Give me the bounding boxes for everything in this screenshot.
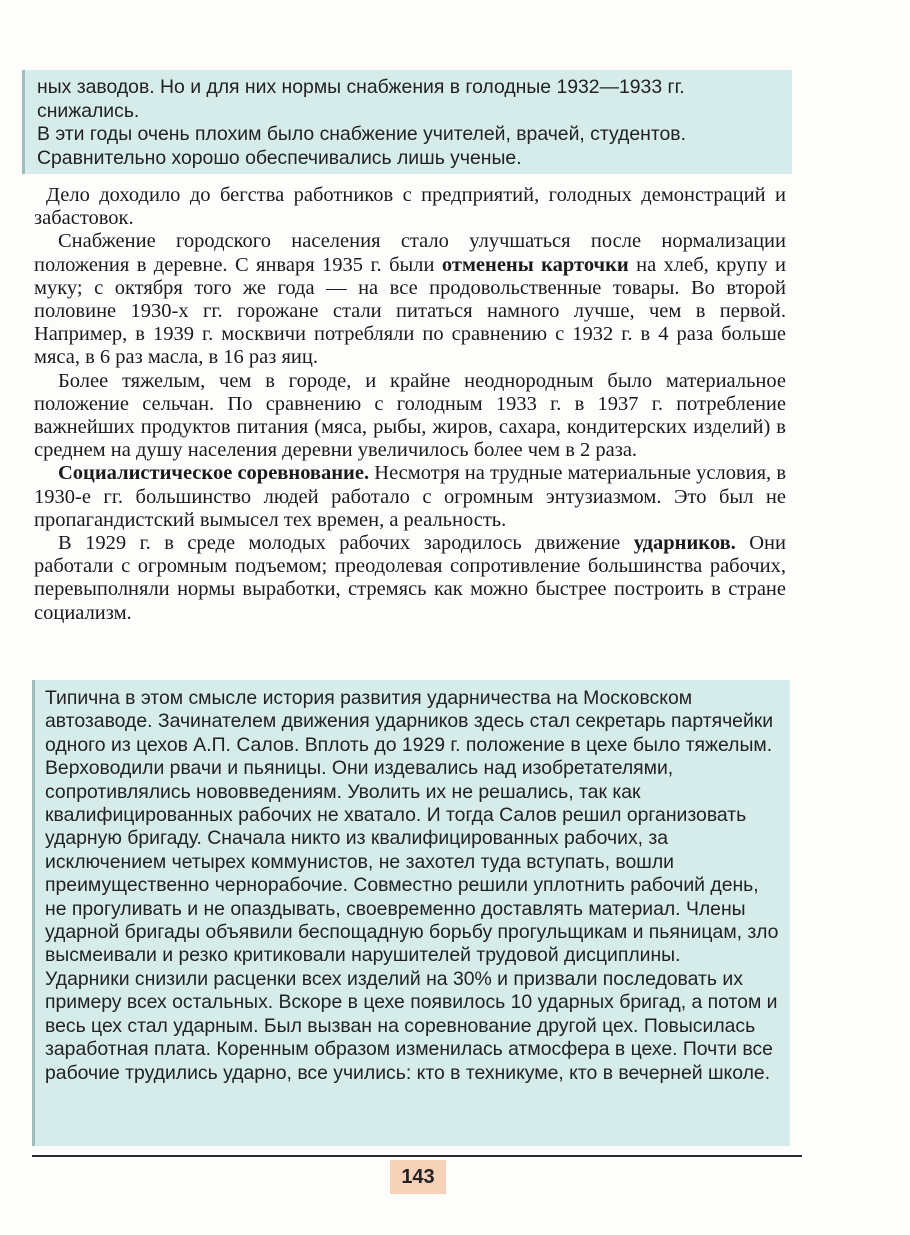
paragraph: [34, 532, 786, 625]
paragraph-text: Они работали с огромным подъемом; преодолевая сопротивление большинства рабочих, перевыполняли нормы выработки, стремясь как можно быстрее построить в стране социализм.: [34, 532, 786, 624]
main-text: [34, 184, 786, 625]
page-number: 143: [390, 1160, 446, 1194]
top-box-paragraph: ных заводов. Но и для них нормы снабжения в голодные 1932—1933 гг. снижались.: [37, 76, 685, 122]
bottom-highlight-box: [32, 680, 790, 1146]
top-highlight-box: [22, 70, 792, 174]
bottom-box-paragraph: Типична в этом смысле история развития ударничества на Московском автозаводе. Зачинателем движения ударников здесь стал секретарь партячейки одного из цехов А.П. Салов. Вплоть до 1929 г. положение в цехе было тяжелым. Верховодили рвачи и пьяницы. Они издевались над изобретателями, сопротивлялись нововведениям. Уволить их не решались, так как квалифицированных рабочих не хватало. И тогда Салов решил организовать ударную бригаду. Сначала никто из квалифицированных рабочих, за исключением четырех коммунистов, не захотел туда вступать, вошли преимущественно чернорабочие. Совместно решили уплотнить рабочий день, не прогуливать и не опаздывать, своевременно доставлять материал. Члены ударной бригады объявили беспощадную борьбу прогульщикам и пьяницам, зло высмеивали и резко критиковали нарушителей трудовой дисциплины.: [45, 687, 779, 967]
paragraph-text: на хлеб, крупу и муку; с октября того же года — на все продовольственные товары. Во второй половине 1930-х гг. горожане стали питаться намного лучше, чем в первой. Например, в 1939 г. москвичи потребляли по сравнению с 1932 г. в 4 раза больше мяса, в 6 раз масла, в 16 раз яиц.: [34, 253, 786, 369]
paragraph: Более тяжелым, чем в городе, и крайне неоднородным было материальное положение сельчан. По сравнению с голодным 1933 г. в 1937 г. потребление важнейших продуктов питания (мяса, рыбы, жиров, сахара, кондитерских изделий) в среднем на душу населения деревни увеличилось более чем в 2 раза.: [34, 369, 786, 462]
paragraph-text: Снабжение городского населения стало улучшаться после нормализации положения в деревне. С января 1935 г. были: [34, 230, 786, 276]
paragraph-text: Несмотря на трудные материальные условия, в 1930-е гг. большинство людей работало с огромным энтузиазмом. Это был не пропагандистский вымысел тех времен, а реальность.: [34, 462, 786, 531]
paragraph: [34, 230, 786, 369]
footer-divider: [32, 1155, 802, 1157]
section-heading: Социалистическое соревнование.: [58, 462, 370, 485]
bottom-box-paragraph: Ударники снизили расценки всех изделий на 30% и призвали последовать их примеру всех остальных. Вскоре в цехе появилось 10 ударных бригад, а потом и весь цех стал ударным. Был вызван на соревнование другой цех. Повысилась заработная плата. Коренным образом изменилась атмосфера в цехе. Почти все рабочие трудились ударно, все учились: кто в техникуме, кто в вечерней школе.: [45, 967, 778, 1084]
paragraph: Дело доходило до бегства работников с предприятий, голодных демонстраций и забастовок.: [34, 184, 786, 230]
bold-term: отменены карточки: [441, 253, 629, 276]
bold-term: ударников.: [633, 532, 736, 555]
paragraph-text: В 1929 г. в среде молодых рабочих зародилось движение: [58, 532, 634, 555]
paragraph: [34, 462, 786, 532]
top-box-paragraph: В эти годы очень плохим было снабжение учителей, врачей, студентов. Сравнительно хорошо обеспечивались лишь ученые.: [37, 123, 686, 169]
